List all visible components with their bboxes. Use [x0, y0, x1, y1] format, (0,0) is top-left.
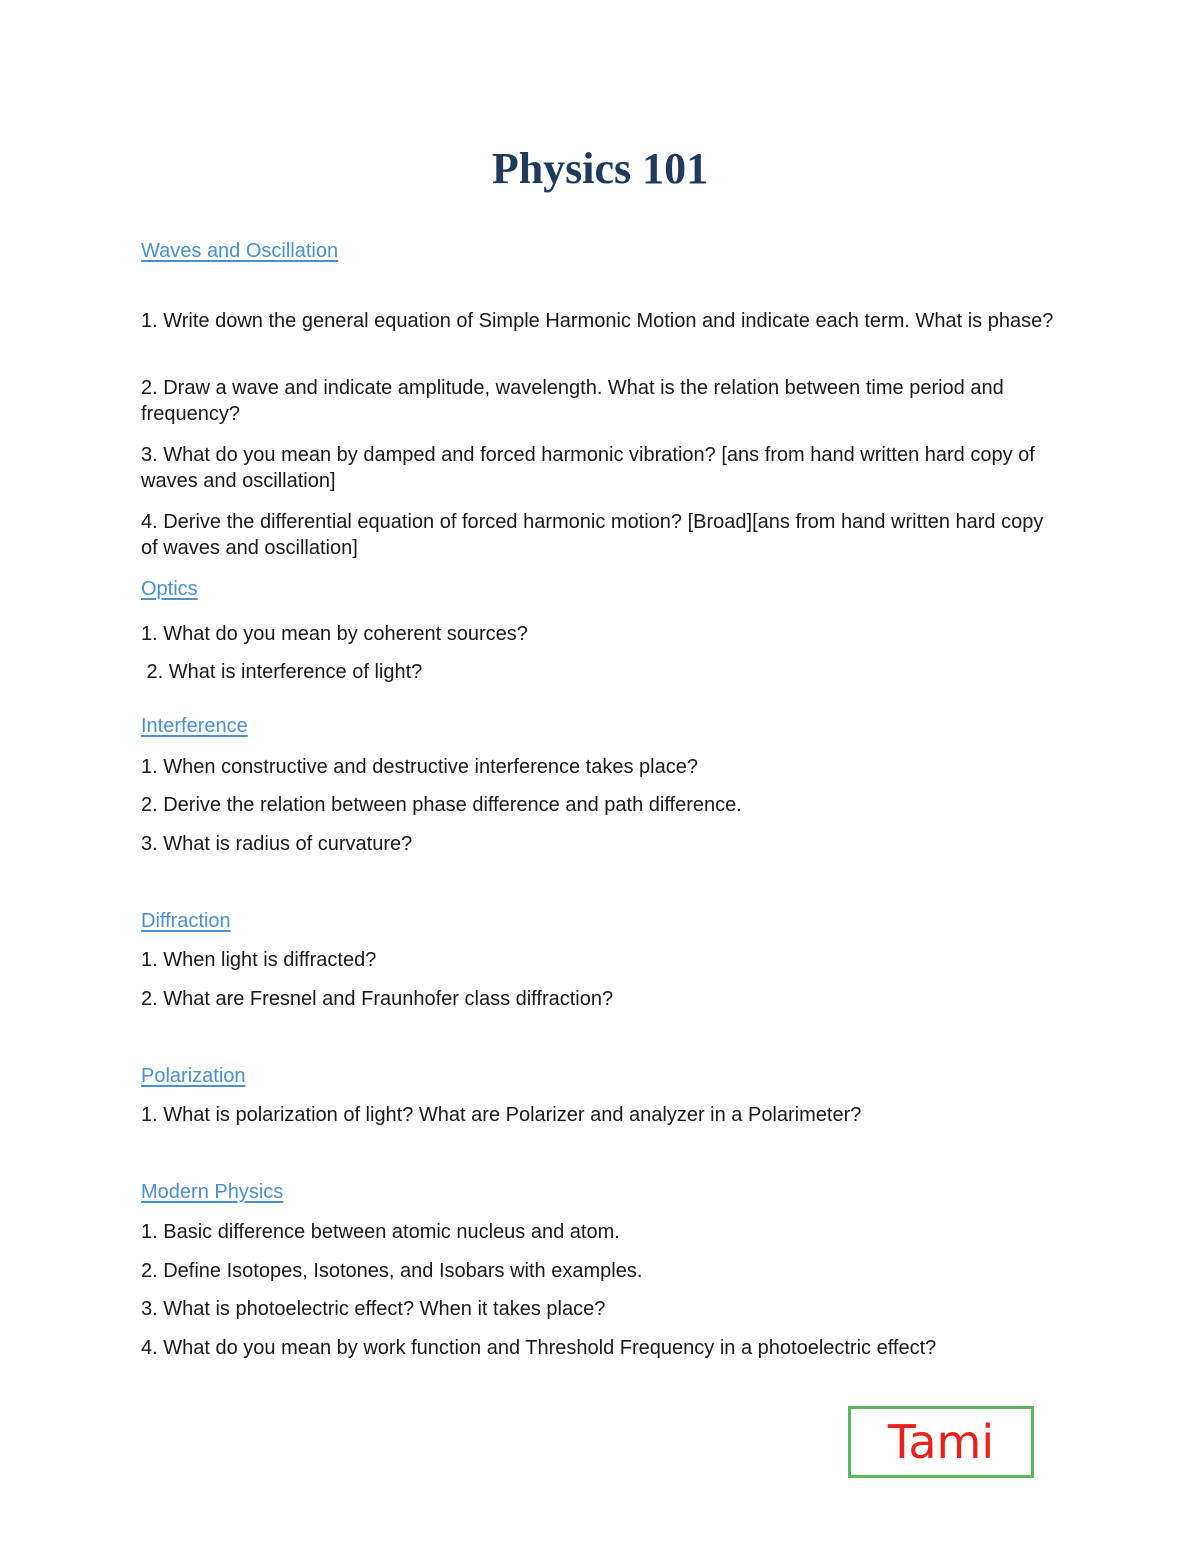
question-item: 4. What do you mean by work function and Threshold Frequency in a photoelectric effect?	[141, 1337, 937, 1359]
question-item: 2. Define Isotopes, Isotones, and Isobars with examples.	[141, 1260, 643, 1282]
question-item: 2. Derive the relation between phase difference and path difference.	[141, 794, 742, 816]
question-item: 1. What is polarization of light? What are Polarizer and analyzer in a Polarimeter?	[141, 1104, 862, 1126]
section-heading-diffraction: Diffraction	[141, 910, 231, 932]
question-item: 1. Basic difference between atomic nucleus and atom.	[141, 1221, 620, 1243]
question-item: 2. What are Fresnel and Fraunhofer class diffraction?	[141, 988, 614, 1010]
question-item: 1. What do you mean by coherent sources?	[141, 623, 528, 645]
section-heading-polarization: Polarization	[141, 1065, 246, 1087]
section-heading-modern-physics: Modern Physics	[141, 1181, 284, 1203]
question-item: 2. Draw a wave and indicate amplitude, wavelength. What is the relation between time period and frequency?	[141, 377, 1004, 425]
question-item: 3. What is radius of curvature?	[141, 833, 413, 855]
page-title: Physics 101	[491, 144, 709, 193]
name-stamp	[848, 1406, 1034, 1478]
section-heading-interference: Interference	[141, 715, 248, 737]
question-item: 1. When light is diffracted?	[141, 949, 377, 971]
question-item: 1. When constructive and destructive interference takes place?	[141, 756, 698, 778]
stamp-text: Tami	[887, 1415, 995, 1469]
question-item: 4. Derive the differential equation of forced harmonic motion? [Broad][ans from hand written hard copy of waves and oscillation]	[141, 511, 1044, 559]
question-item: 2. What is interference of light?	[141, 661, 423, 683]
question-item: 3. What is photoelectric effect? When it takes place?	[141, 1298, 606, 1320]
question-item: 3. What do you mean by damped and forced harmonic vibration? [ans from hand written hard copy of waves and oscillation]	[141, 444, 1035, 492]
section-heading-waves: Waves and Oscillation	[141, 240, 339, 262]
section-heading-optics: Optics	[141, 578, 198, 600]
question-item: 1. Write down the general equation of Simple Harmonic Motion and indicate each term. What is phase?	[141, 310, 1054, 332]
